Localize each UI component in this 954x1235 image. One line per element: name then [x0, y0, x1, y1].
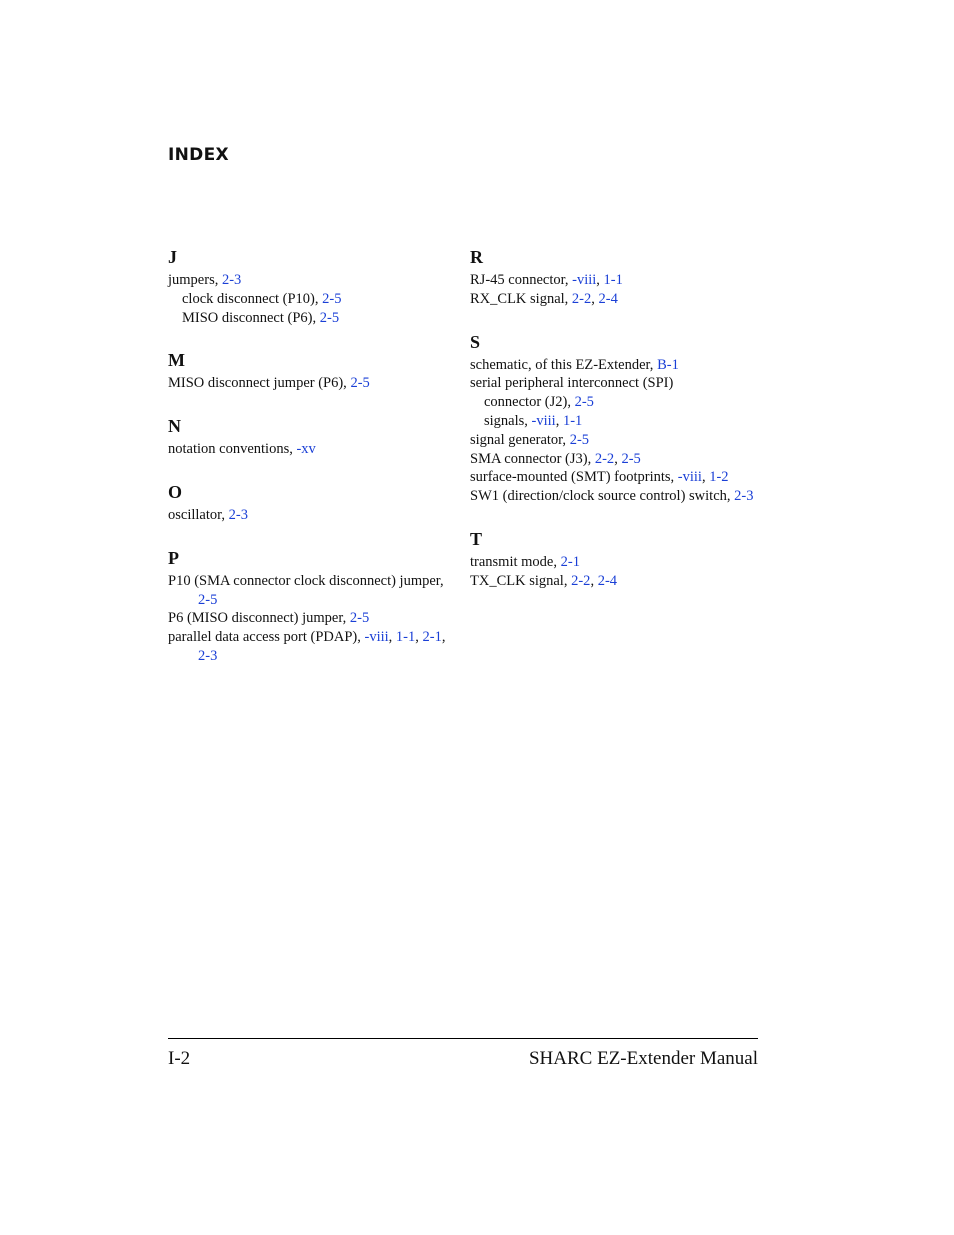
index-entry: SMA connector (J3), 2-2, 2-5	[470, 450, 641, 467]
page-reference-link[interactable]: -xv	[296, 441, 316, 458]
page-reference-link[interactable]: 2-4	[597, 572, 618, 589]
page-reference-link[interactable]: 2-2	[571, 572, 591, 589]
page-heading: INDEX	[168, 145, 229, 165]
index-entry	[168, 271, 458, 290]
page-reference-link[interactable]: B-1	[657, 356, 679, 373]
index-entry	[470, 374, 760, 393]
page-reference-link[interactable]: 2-3	[734, 488, 754, 505]
index-entry	[168, 572, 458, 610]
entry-text: P10 (SMA connector clock disconnect) jumper,	[168, 572, 444, 589]
page-reference-link[interactable]: 2-2	[571, 290, 592, 307]
page-reference-link[interactable]: 1-1	[562, 412, 583, 429]
page-reference-link[interactable]: -viii	[364, 629, 389, 646]
entry-text: signal generator,	[470, 431, 567, 448]
index-entry: TX_CLK signal, 2-2, 2-4	[470, 572, 618, 589]
page-reference-link[interactable]: 2-5	[198, 591, 218, 608]
entry-text: RJ-45 connector,	[470, 272, 569, 288]
index-entry	[168, 374, 458, 393]
index-section	[168, 481, 458, 525]
entry-text: RX_CLK signal,	[470, 290, 569, 307]
index-entry: surface-mounted (SMT) footprints, -viii, 1-2	[470, 469, 729, 486]
page-reference-link[interactable]: 1-1	[603, 272, 623, 288]
page-reference-link[interactable]: 2-2	[594, 450, 615, 467]
page-reference-link[interactable]: -viii	[531, 412, 556, 429]
entry-text: surface-mounted (SMT) footprints,	[470, 469, 675, 486]
section-letter: O	[168, 481, 183, 502]
section-letter: P	[168, 547, 179, 568]
page-reference-link[interactable]: 1-1	[395, 629, 416, 646]
index-section	[168, 246, 458, 327]
page-reference-link[interactable]: 2-3	[221, 272, 242, 288]
entry-text: transmit mode,	[470, 553, 557, 570]
entry-text: parallel data access port (PDAP),	[168, 629, 361, 646]
entry-text: P6 (MISO disconnect) jumper,	[168, 610, 347, 627]
page-reference-link[interactable]: 2-5	[319, 309, 340, 326]
entry-text: SW1 (direction/clock source control) switch,	[470, 488, 731, 505]
index-entry	[470, 487, 760, 506]
page-reference-link[interactable]: 2-5	[350, 375, 370, 392]
section-letter: S	[470, 331, 481, 352]
page-reference-link[interactable]: 2-3	[228, 506, 248, 523]
index-subentry	[470, 393, 760, 412]
index-entry	[168, 609, 458, 628]
section-letter: J	[168, 247, 177, 267]
page-reference-link[interactable]: 1-2	[709, 469, 729, 486]
page-reference-link[interactable]: -viii	[677, 469, 702, 486]
page-number: I-2	[168, 1048, 191, 1069]
entry-text: serial peripheral interconnect (SPI)	[470, 375, 674, 392]
index-entry	[470, 431, 760, 450]
index-column-left	[168, 246, 458, 688]
entry-text: signals,	[484, 412, 528, 429]
index-entry: parallel data access port (PDAP), -viii, 1-1, 2-1, 2-3	[168, 629, 446, 664]
index-column-right	[470, 246, 760, 613]
index-entry	[470, 356, 760, 375]
section-letter: N	[168, 416, 181, 437]
index-section	[470, 528, 760, 591]
section-letter: T	[470, 528, 483, 549]
entry-text: schematic, of this EZ-Extender,	[470, 356, 654, 373]
entry-text: notation conventions,	[168, 441, 293, 458]
entry-text: connector (J2),	[484, 394, 571, 411]
entry-text: TX_CLK signal,	[470, 572, 568, 589]
page-reference-link[interactable]: 2-1	[422, 629, 442, 646]
section-letter: M	[168, 350, 185, 371]
page-reference-link[interactable]: 2-1	[560, 553, 580, 570]
page-reference-link[interactable]: 2-5	[322, 290, 342, 307]
entry-text: MISO disconnect (P6),	[182, 309, 317, 326]
entry-text: jumpers,	[168, 272, 219, 288]
index-section	[168, 349, 458, 393]
index-entry: RX_CLK signal, 2-2, 2-4	[470, 290, 618, 307]
manual-title: SHARC EZ-Extender Manual	[528, 1048, 758, 1069]
entry-text: SMA connector (J3),	[470, 450, 592, 467]
index-section	[470, 246, 760, 309]
index-entry	[470, 553, 760, 572]
entry-text: oscillator,	[168, 506, 226, 523]
index-entry	[168, 440, 458, 459]
page-reference-link[interactable]: 2-5	[621, 450, 641, 467]
page-reference-link[interactable]: 2-5	[349, 610, 370, 627]
footer-rule	[168, 1038, 758, 1039]
page-reference-link[interactable]: 2-4	[598, 290, 618, 307]
index-section	[470, 331, 760, 506]
index-section	[168, 547, 458, 666]
index-entry: RJ-45 connector, -viii, 1-1	[470, 272, 623, 288]
page-reference-link[interactable]: 2-5	[574, 394, 594, 411]
index-subentry: signals, -viii, 1-1	[484, 412, 583, 429]
index-subentry	[168, 290, 458, 309]
page-reference-link[interactable]: 2-3	[198, 647, 218, 664]
entry-text: clock disconnect (P10),	[182, 290, 319, 307]
page-reference-link[interactable]: -viii	[572, 272, 597, 288]
page-reference-link[interactable]: 2-5	[569, 431, 590, 448]
index-entry	[168, 506, 458, 525]
index-subentry	[168, 309, 458, 328]
section-letter: R	[470, 247, 483, 267]
entry-text: MISO disconnect jumper (P6),	[168, 375, 347, 392]
index-section	[168, 415, 458, 459]
